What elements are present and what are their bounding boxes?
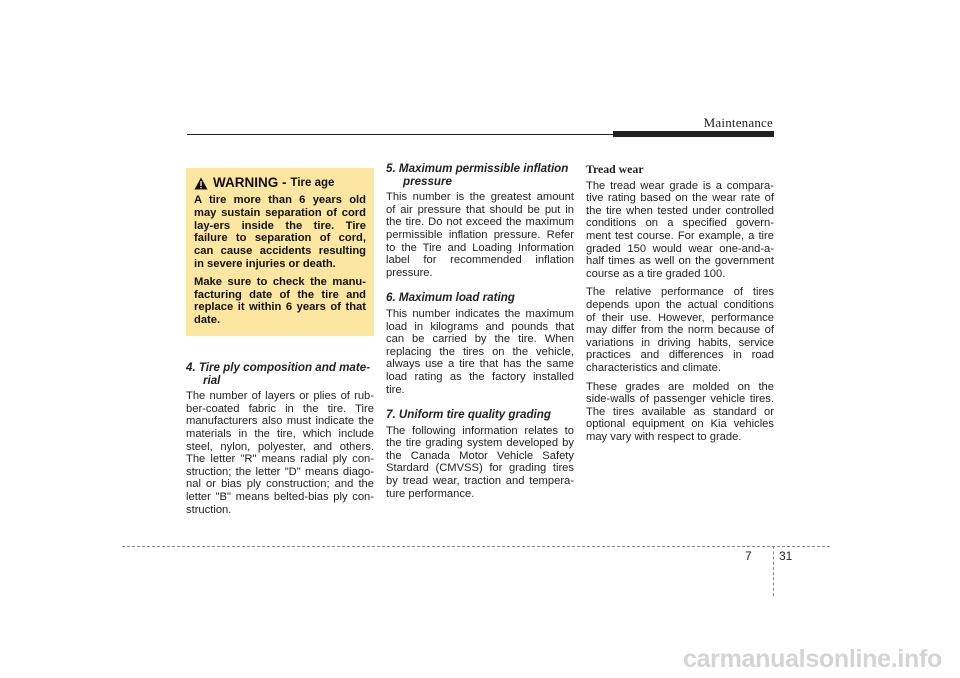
watermark: carmanualsonline.info: [682, 645, 942, 673]
section-number: 5.: [386, 162, 396, 175]
section-number: 6.: [386, 291, 396, 305]
section-heading: [386, 409, 574, 422]
section-title-line: Uniform tire quality grading: [398, 408, 551, 422]
tread-wear-paragraph: These grades are molded on the side-walls of passenger vehicle tires. The tires available as standard or optional equipment on Kia vehicles may vary with respect to grade.: [586, 380, 774, 443]
warning-triangle-icon: [194, 177, 208, 190]
page-number: 31: [779, 549, 793, 563]
section-title-line: Maximum permissible inflation: [398, 162, 569, 175]
section-title-line: Tire ply composition and mate-: [198, 360, 371, 374]
header-bar: [613, 131, 774, 137]
tread-wear-paragraph: The tread wear grade is a compara-tive rating based on the wear rate of the tire when tested under controlled conditions on a specified govern-ment test course. For example, a tire graded 150 would wear one-and-a-half times as well on the government course as a tire graded 100.: [586, 179, 774, 280]
warning-header: [194, 177, 366, 190]
column-2: [386, 163, 574, 513]
section-title: Maintenance: [703, 115, 773, 130]
section-body: This number is the greatest amount of air pressure that should be put in the tire. Do not exceed the maximum permissible inflation pressure. Refer to the Tire and Loading Information label for recommended inflation pressure.: [386, 191, 574, 279]
footer-rule: [122, 546, 830, 547]
page-number-divider: [773, 546, 774, 596]
section-number: 4.: [186, 360, 196, 374]
chapter-number: 7: [745, 549, 752, 563]
section-heading: [186, 362, 374, 387]
section-title-continuation: rial: [203, 373, 221, 387]
column-3: [586, 163, 774, 449]
warning-paragraph: Make sure to check the manu-facturing date of the tire and replace it within 6 years of that date.: [194, 275, 366, 327]
warning-paragraph: A tire more than 6 years old may sustain separation of cord lay-ers inside the tire. Tire failure to separation of cord, can cause accidents resulting in severe injuries or death.: [194, 194, 366, 270]
column-1: [186, 163, 374, 529]
section-body: This number indicates the maximum load in kilograms and pounds that can be carried by the tire. When replacing the tires on the vehicle, always use a tire that has the same load rating as the factory installed tire.: [386, 307, 574, 396]
warning-title: WARNING -: [213, 175, 287, 191]
warning-box: [186, 168, 374, 336]
section-heading: [386, 163, 574, 188]
tread-wear-paragraph: The relative performance of tires depends upon the actual conditions of their use. However, performance may differ from the norm because of variations in driving habits, service practices and differences in road characteristics and climate.: [586, 286, 774, 374]
section-heading: [386, 292, 574, 305]
section-body: The following information relates to the tire grading system developed by the Canada Motor Vehicle Safety Stardard (CMVSS) for grading tires by tread wear, traction and tempera-ture performance.: [386, 424, 574, 500]
section-body: The number of layers or plies of rub-ber-coated fabric in the tire. Tire manufacturers also must indicate the materials in the tire, which include steel, nylon, polyester, and others. The letter "R" means radial ply con-struction; the letter "D" means diago-nal or bias ply construction; and the letter "B" means belted-bias ply con-struction.: [186, 390, 374, 516]
section-number: 7.: [386, 408, 396, 422]
tread-wear-heading: Tread wear: [586, 162, 644, 176]
section-title-continuation: pressure: [403, 174, 452, 188]
warning-subtitle: Tire age: [290, 177, 335, 190]
section-title-line: Maximum load rating: [398, 291, 515, 305]
